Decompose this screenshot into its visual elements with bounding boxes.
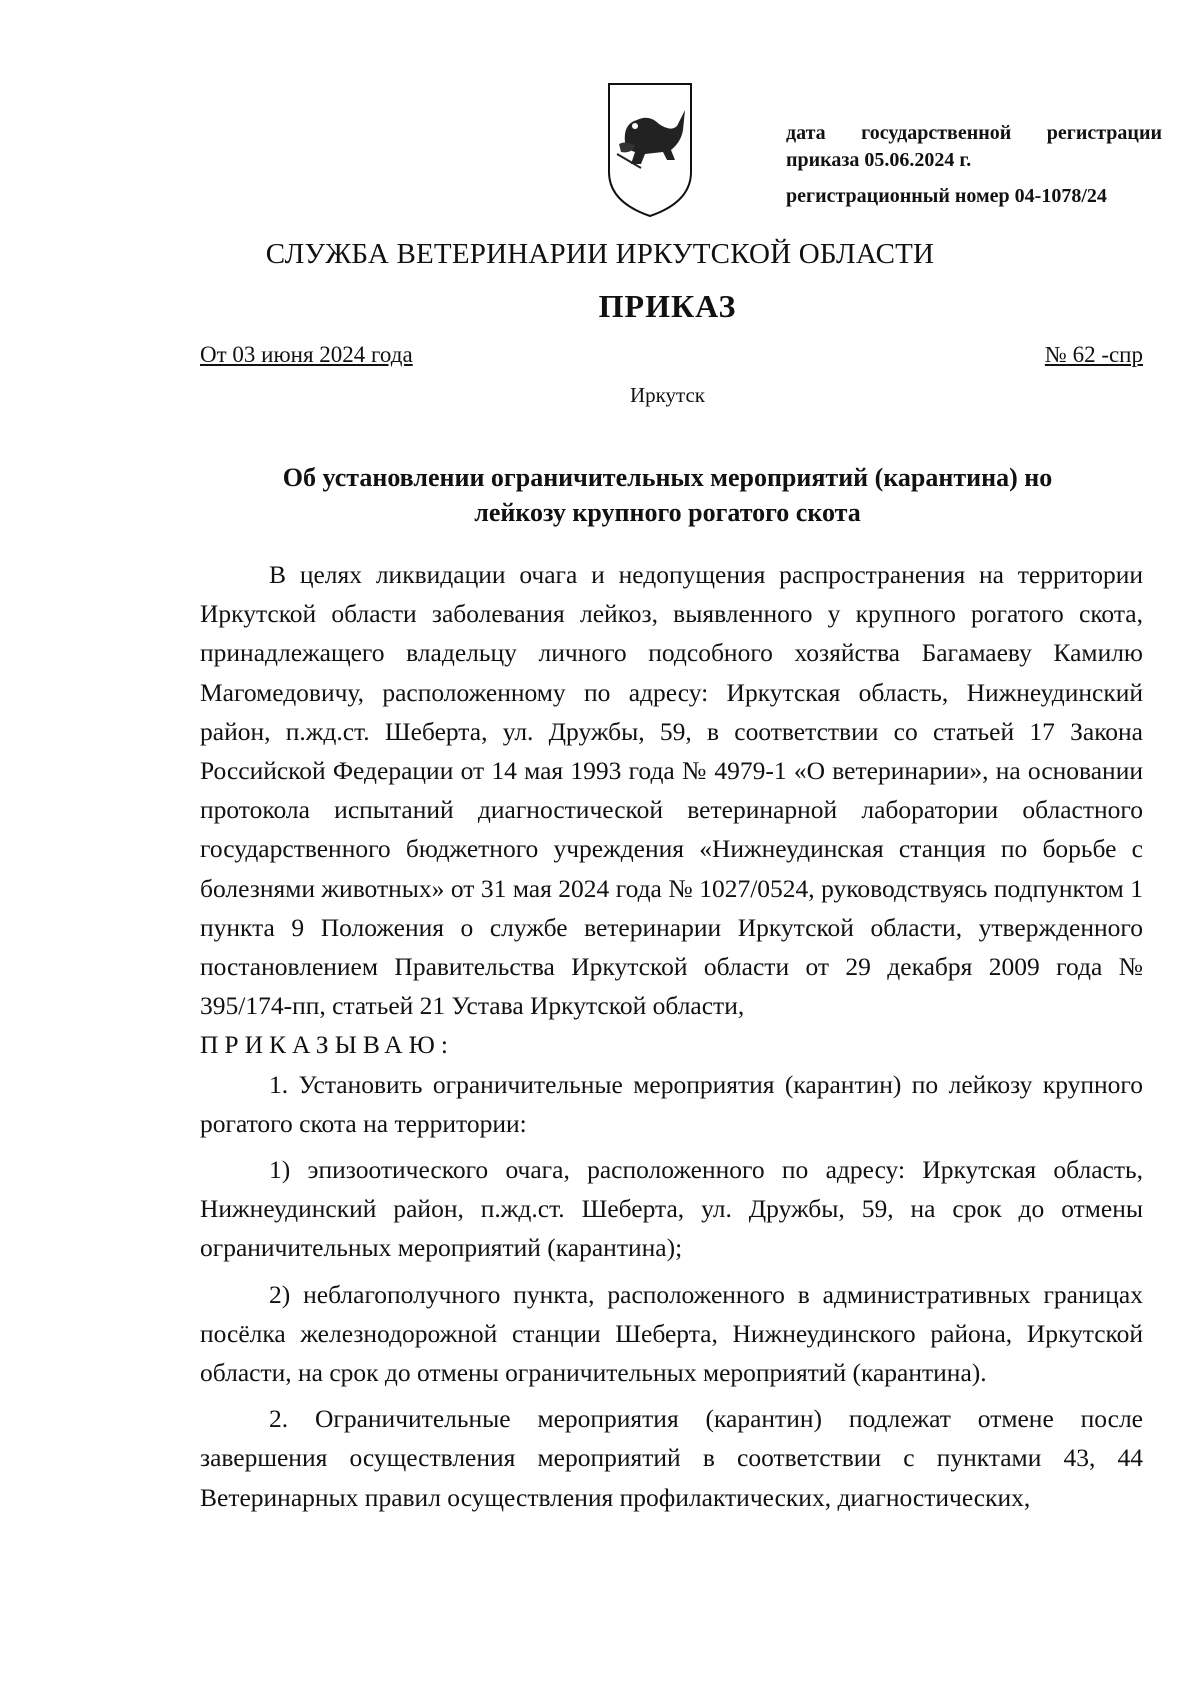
registration-line-2: приказа 05.06.2024 г. xyxy=(786,149,972,171)
item-paragraph-1-2: 2) неблагополучного пункта, расположенного в административных границах посёлка железнодорожной станции Шеберта, Нижнеудинского района, Иркутской области, на срок до отмены ограничительных мероприятий (карантина). xyxy=(200,1279,1143,1388)
order-directive-word: ПРИКАЗЫВАЮ: xyxy=(200,1030,454,1060)
order-subject xyxy=(200,460,1135,530)
registration-info xyxy=(786,120,1162,210)
preamble-paragraph: В целях ликвидации очага и недопущения распространения на территории Иркутской области заболевания лейкоз, выявленного у крупного рогатого скота, принадлежащего владельцу личного подсобного хозяйства Багамаеву Камилю Магомедовичу, расположенному по адресу: Иркутская область, Нижнеудинский район, п.жд.ст. Шеберта, ул. Дружбы, 59, в соответствии со статьей 17 Закона Российской Федерации от 14 мая 1993 года № 4979-1 «О ветеринарии», на основании протокола испытаний диагностической ветеринарной лаборатории областного государственного бюджетного учреждения «Нижнеудинская станция по борьбе с болезнями животных» от 31 мая 2024 года № 1027/0524, руководствуясь подпунктом 1 пункта 9 Положения о службе ветеринарии Иркутской области, утвержденного постановлением Правительства Иркутской области от 29 декабря 2009 года № 395/174-пп, статьей 21 Устава Иркутской области, xyxy=(200,560,1143,1021)
item-paragraph-1: 1. Установить ограничительные мероприятия (карантин) по лейкозу крупного рогатого скота на территории: xyxy=(200,1069,1143,1138)
document-type-title: ПРИКАЗ xyxy=(598,288,737,324)
item-paragraph-2: 2. Ограничительные мероприятия (карантин) подлежат отмене после завершения осуществления мероприятий в соответствии с пунктами 43, 44 Ветеринарных правил осуществления профилактических, диагностических, xyxy=(200,1404,1143,1512)
order-date: От 03 июня 2024 года xyxy=(200,342,413,367)
registration-number: регистрационный номер 04-1078/24 xyxy=(786,185,1107,207)
subject-line-2: лейкозу крупного рогатого скота xyxy=(474,498,861,527)
order-number: № 62 -спр xyxy=(1044,342,1143,367)
item-paragraph-1-1: 1) эпизоотического очага, расположенного по адресу: Иркутская область, Нижнеудинский район, п.жд.ст. Шеберта, ул. Дружбы, 59, на срок до отмены ограничительных мероприятий (карантина); xyxy=(200,1155,1143,1263)
organization-name: СЛУЖБА ВЕТЕРИНАРИИ ИРКУТСКОЙ ОБЛАСТИ xyxy=(265,238,935,270)
document-body xyxy=(200,555,1143,1517)
subject-line-1: Об установлении ограничительных мероприятий (карантина) но xyxy=(282,463,1053,492)
city-name: Иркутск xyxy=(629,383,706,407)
irkutsk-coat-of-arms-emblem xyxy=(605,80,695,220)
registration-line-1: дата государственной регистрации xyxy=(786,122,1162,144)
